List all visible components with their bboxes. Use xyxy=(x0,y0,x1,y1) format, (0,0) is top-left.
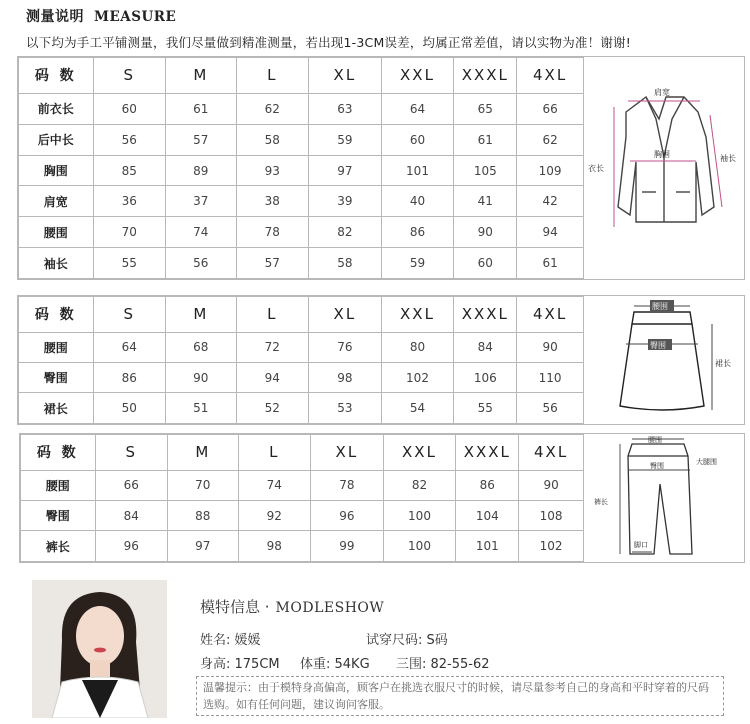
jacket-diagram-image xyxy=(584,57,744,279)
size-value-cell: 68 xyxy=(166,332,237,362)
measure-name-cell: 胸围 xyxy=(19,155,94,186)
size-value-cell: 84 xyxy=(95,501,168,531)
size-value-cell: 82 xyxy=(309,217,382,248)
model-name: 姓名: 媛媛 xyxy=(200,633,261,648)
size-value-cell: 61 xyxy=(517,248,584,279)
size-value-cell: 56 xyxy=(93,124,166,155)
size-value-cell: 53 xyxy=(309,393,382,424)
size-value-cell: 85 xyxy=(93,155,166,186)
size-header-cell: XXXL xyxy=(456,435,519,471)
size-value-cell: 57 xyxy=(166,124,237,155)
size-value-cell: 60 xyxy=(381,124,454,155)
size-header-cell: L xyxy=(238,435,311,471)
model-height: 身高: 175CM xyxy=(200,657,280,672)
diagram-label-pants-length: 裤长 xyxy=(594,498,608,506)
size-value-cell: 62 xyxy=(517,124,584,155)
size-header-row xyxy=(21,435,584,471)
pants-size-table xyxy=(20,434,584,562)
size-label-header: 码 数 xyxy=(19,297,94,333)
jacket-size-table xyxy=(18,57,584,279)
size-value-cell: 100 xyxy=(383,501,456,531)
size-value-cell: 96 xyxy=(311,501,384,531)
size-value-cell: 74 xyxy=(166,217,237,248)
size-value-cell: 88 xyxy=(168,501,239,531)
size-value-cell: 61 xyxy=(454,124,517,155)
measure-name-cell: 腰围 xyxy=(19,217,94,248)
measure-title-en: MEASURE xyxy=(94,9,177,25)
size-header-cell: M xyxy=(166,297,237,333)
size-value-cell: 61 xyxy=(166,93,237,124)
size-value-cell: 98 xyxy=(238,531,311,562)
model-info-section xyxy=(32,580,722,720)
size-value-cell: 42 xyxy=(517,186,584,217)
size-value-cell: 84 xyxy=(454,332,517,362)
model-photo-image xyxy=(32,580,167,718)
measure-note: 以下均为手工平铺测量，我们尽量做到精准测量，若出现1-3CM误差，均属正常差值，请以实物为准！谢谢! xyxy=(26,35,631,50)
size-value-cell: 101 xyxy=(381,155,454,186)
size-header-cell: S xyxy=(95,435,168,471)
size-value-cell: 70 xyxy=(168,470,239,500)
size-value-cell: 104 xyxy=(456,501,519,531)
size-value-cell: 108 xyxy=(519,501,584,531)
size-value-cell: 38 xyxy=(236,186,309,217)
size-value-cell: 55 xyxy=(454,393,517,424)
table-row xyxy=(19,155,584,186)
pants-diagram xyxy=(584,434,744,562)
size-value-cell: 78 xyxy=(236,217,309,248)
measure-title-cn: 测量说明 xyxy=(26,9,84,25)
size-value-cell: 96 xyxy=(95,531,168,562)
table-row xyxy=(21,531,584,562)
size-value-cell: 94 xyxy=(236,363,309,393)
diagram-label-skirt-length: 裙长 xyxy=(715,359,731,368)
table-row xyxy=(19,248,584,279)
size-header-cell: S xyxy=(93,58,166,94)
pants-diagram-image xyxy=(584,434,744,562)
measure-name-cell: 肩宽 xyxy=(19,186,94,217)
size-value-cell: 90 xyxy=(517,332,584,362)
size-value-cell: 94 xyxy=(517,217,584,248)
size-header-cell: XL xyxy=(309,58,382,94)
size-value-cell: 37 xyxy=(166,186,237,217)
jacket-size-block xyxy=(17,56,745,280)
table-row xyxy=(19,124,584,155)
size-value-cell: 90 xyxy=(454,217,517,248)
diagram-label-waist: 腰围 xyxy=(652,302,668,311)
size-header-cell: M xyxy=(166,58,237,94)
size-value-cell: 57 xyxy=(236,248,309,279)
size-value-cell: 59 xyxy=(381,248,454,279)
size-header-cell: L xyxy=(236,297,309,333)
size-header-row xyxy=(19,58,584,94)
jacket-diagram xyxy=(584,57,744,279)
diagram-label-sleeve: 袖长 xyxy=(720,154,736,163)
measure-name-cell: 臀围 xyxy=(19,363,94,393)
measure-name-cell: 臀围 xyxy=(21,501,96,531)
diagram-label-shoulder: 肩宽 xyxy=(654,88,670,97)
size-value-cell: 58 xyxy=(236,124,309,155)
skirt-size-table xyxy=(18,296,584,424)
size-header-cell: M xyxy=(168,435,239,471)
diagram-label-hip: 臀围 xyxy=(650,341,666,350)
skirt-diagram-image xyxy=(584,296,744,424)
size-value-cell: 41 xyxy=(454,186,517,217)
measure-title xyxy=(26,6,631,26)
model-title-cn: 模特信息 · xyxy=(200,598,270,616)
size-value-cell: 86 xyxy=(456,470,519,500)
size-value-cell: 65 xyxy=(454,93,517,124)
table-row xyxy=(21,501,584,531)
table-row xyxy=(19,186,584,217)
size-value-cell: 82 xyxy=(383,470,456,500)
model-size-tried: 试穿尺码: S码 xyxy=(366,633,448,648)
measure-name-cell: 裙长 xyxy=(19,393,94,424)
size-value-cell: 58 xyxy=(309,248,382,279)
size-value-cell: 110 xyxy=(517,363,584,393)
measure-header xyxy=(26,6,631,51)
size-value-cell: 74 xyxy=(238,470,311,500)
size-header-cell: XXXL xyxy=(454,58,517,94)
size-value-cell: 98 xyxy=(309,363,382,393)
skirt-size-block xyxy=(17,295,745,425)
table-row xyxy=(19,393,584,424)
size-header-cell: XXXL xyxy=(454,297,517,333)
size-value-cell: 66 xyxy=(95,470,168,500)
size-value-cell: 97 xyxy=(168,531,239,562)
diagram-label-hem: 脚口 xyxy=(634,541,648,549)
skirt-diagram xyxy=(584,296,744,424)
diagram-label-thigh: 大腿围 xyxy=(696,458,717,466)
size-value-cell: 39 xyxy=(309,186,382,217)
diagram-label-pants-hip: 臀围 xyxy=(650,462,664,470)
size-value-cell: 72 xyxy=(236,332,309,362)
model-title xyxy=(200,596,720,617)
size-value-cell: 102 xyxy=(381,363,454,393)
size-value-cell: 60 xyxy=(454,248,517,279)
size-value-cell: 109 xyxy=(517,155,584,186)
size-header-cell: 4XL xyxy=(519,435,584,471)
model-photo xyxy=(32,580,167,718)
size-label-header: 码 数 xyxy=(19,58,94,94)
diagram-label-chest: 胸围 xyxy=(654,150,670,159)
size-value-cell: 78 xyxy=(311,470,384,500)
size-value-cell: 97 xyxy=(309,155,382,186)
size-value-cell: 102 xyxy=(519,531,584,562)
size-header-cell: XL xyxy=(309,297,382,333)
size-header-row xyxy=(19,297,584,333)
size-value-cell: 50 xyxy=(93,393,166,424)
model-title-en: MODLESHOW xyxy=(275,600,385,616)
size-tip: 温馨提示：由于模特身高偏高，顾客户在挑选衣服尺寸的时候，请尽量参考自己的身高和平时穿着的尺码选购。如有任何问题，建议询问客服。 xyxy=(196,676,724,716)
model-row-2 xyxy=(200,653,720,672)
table-row xyxy=(19,217,584,248)
size-value-cell: 56 xyxy=(166,248,237,279)
measure-name-cell: 后中长 xyxy=(19,124,94,155)
size-value-cell: 89 xyxy=(166,155,237,186)
model-weight: 体重: 54KG xyxy=(300,657,370,672)
size-value-cell: 92 xyxy=(238,501,311,531)
size-value-cell: 90 xyxy=(166,363,237,393)
size-value-cell: 63 xyxy=(309,93,382,124)
table-row xyxy=(19,332,584,362)
size-value-cell: 99 xyxy=(311,531,384,562)
measure-name-cell: 腰围 xyxy=(21,470,96,500)
size-header-cell: XXL xyxy=(381,58,454,94)
size-value-cell: 64 xyxy=(381,93,454,124)
size-value-cell: 60 xyxy=(93,93,166,124)
size-value-cell: 70 xyxy=(93,217,166,248)
diagram-label-pants-waist: 腰围 xyxy=(648,436,662,444)
size-value-cell: 54 xyxy=(381,393,454,424)
size-value-cell: 90 xyxy=(519,470,584,500)
size-value-cell: 105 xyxy=(454,155,517,186)
pants-size-block xyxy=(19,433,745,563)
size-value-cell: 100 xyxy=(383,531,456,562)
size-value-cell: 40 xyxy=(381,186,454,217)
size-value-cell: 93 xyxy=(236,155,309,186)
size-label-header: 码 数 xyxy=(21,435,96,471)
size-value-cell: 62 xyxy=(236,93,309,124)
measure-name-cell: 腰围 xyxy=(19,332,94,362)
size-value-cell: 59 xyxy=(309,124,382,155)
size-value-cell: 66 xyxy=(517,93,584,124)
size-header-cell: L xyxy=(236,58,309,94)
size-header-cell: XXL xyxy=(383,435,456,471)
size-header-cell: S xyxy=(93,297,166,333)
model-measurements: 三围: 82-55-62 xyxy=(396,657,490,672)
size-value-cell: 55 xyxy=(93,248,166,279)
table-row xyxy=(21,470,584,500)
table-row xyxy=(19,93,584,124)
size-value-cell: 80 xyxy=(381,332,454,362)
size-header-cell: 4XL xyxy=(517,58,584,94)
size-value-cell: 36 xyxy=(93,186,166,217)
model-details xyxy=(200,596,720,672)
size-header-cell: XXL xyxy=(381,297,454,333)
size-value-cell: 64 xyxy=(93,332,166,362)
size-header-cell: XL xyxy=(311,435,384,471)
size-value-cell: 51 xyxy=(166,393,237,424)
table-row xyxy=(19,363,584,393)
measure-name-cell: 裤长 xyxy=(21,531,96,562)
measure-name-cell: 袖长 xyxy=(19,248,94,279)
size-value-cell: 86 xyxy=(381,217,454,248)
model-row-1 xyxy=(200,629,720,648)
diagram-label-length: 衣长 xyxy=(588,164,604,173)
size-value-cell: 52 xyxy=(236,393,309,424)
measure-name-cell: 前衣长 xyxy=(19,93,94,124)
size-value-cell: 76 xyxy=(309,332,382,362)
size-header-cell: 4XL xyxy=(517,297,584,333)
size-value-cell: 101 xyxy=(456,531,519,562)
size-value-cell: 86 xyxy=(93,363,166,393)
size-value-cell: 56 xyxy=(517,393,584,424)
size-value-cell: 106 xyxy=(454,363,517,393)
